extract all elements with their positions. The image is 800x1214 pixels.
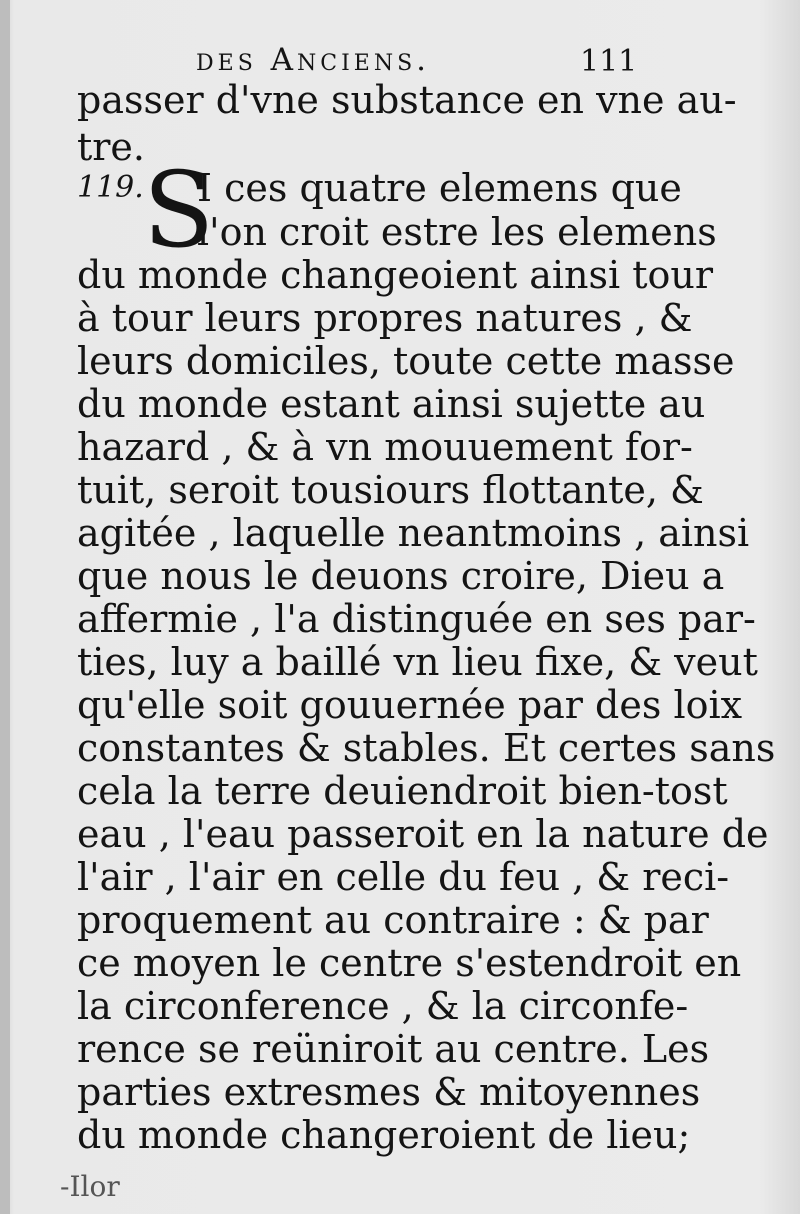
- text-line: parties extresmes & mitoyennes: [77, 1070, 701, 1114]
- running-title: des Anciens.: [196, 42, 431, 78]
- paragraph-number: 119.: [77, 170, 144, 205]
- text-line: l'on croit estre les elemens: [197, 210, 717, 254]
- text-line: du monde changeroient de lieu;: [77, 1113, 691, 1157]
- page-number: 111: [580, 44, 638, 79]
- text-line: affermie , l'a distinguée en ses par-: [77, 597, 756, 641]
- text-line: eau , l'eau passeroit en la nature de: [77, 812, 769, 856]
- text-line: ties, luy a baillé vn lieu fixe, & veut: [77, 640, 758, 684]
- text-line: ce moyen le centre s'estendroit en: [77, 941, 742, 985]
- text-line: leurs domiciles, toute cette masse: [77, 339, 735, 383]
- text-line: agitée , laquelle neantmoins , ainsi: [77, 511, 750, 555]
- text-line: que nous le deuons croire, Dieu a: [77, 554, 725, 598]
- text-line: hazard , & à vn mouuement for-: [77, 425, 693, 469]
- drop-capital: S: [143, 149, 215, 271]
- text-line: du monde changeoient ainsi tour: [77, 253, 713, 297]
- text-line: tuit, seroit tousiours flottante, &: [77, 468, 704, 512]
- text-line: constantes & stables. Et certes sans: [77, 726, 776, 770]
- text-line: proquement au contraire : & par: [77, 898, 709, 942]
- text-line: l'air , l'air en celle du feu , & reci-: [77, 855, 730, 899]
- text-line: qu'elle soit gouuernée par des loix: [77, 683, 743, 727]
- text-line: cela la terre deuiendroit bien-tost: [77, 769, 728, 813]
- text-line: rence se reüniroit au centre. Les: [77, 1027, 710, 1071]
- text-line: du monde estant ainsi sujette au: [77, 382, 706, 426]
- text-line: I ces quatre elemens que: [197, 166, 682, 210]
- page-gutter-shadow: [0, 0, 10, 1214]
- catchword: -Ilor: [60, 1170, 120, 1203]
- text-line: tre.: [77, 125, 146, 169]
- text-line: la circonference , & la circonfe-: [77, 984, 689, 1028]
- text-line: passer d'vne substance en vne au-: [77, 78, 737, 122]
- text-line: à tour leurs propres natures , &: [77, 296, 693, 340]
